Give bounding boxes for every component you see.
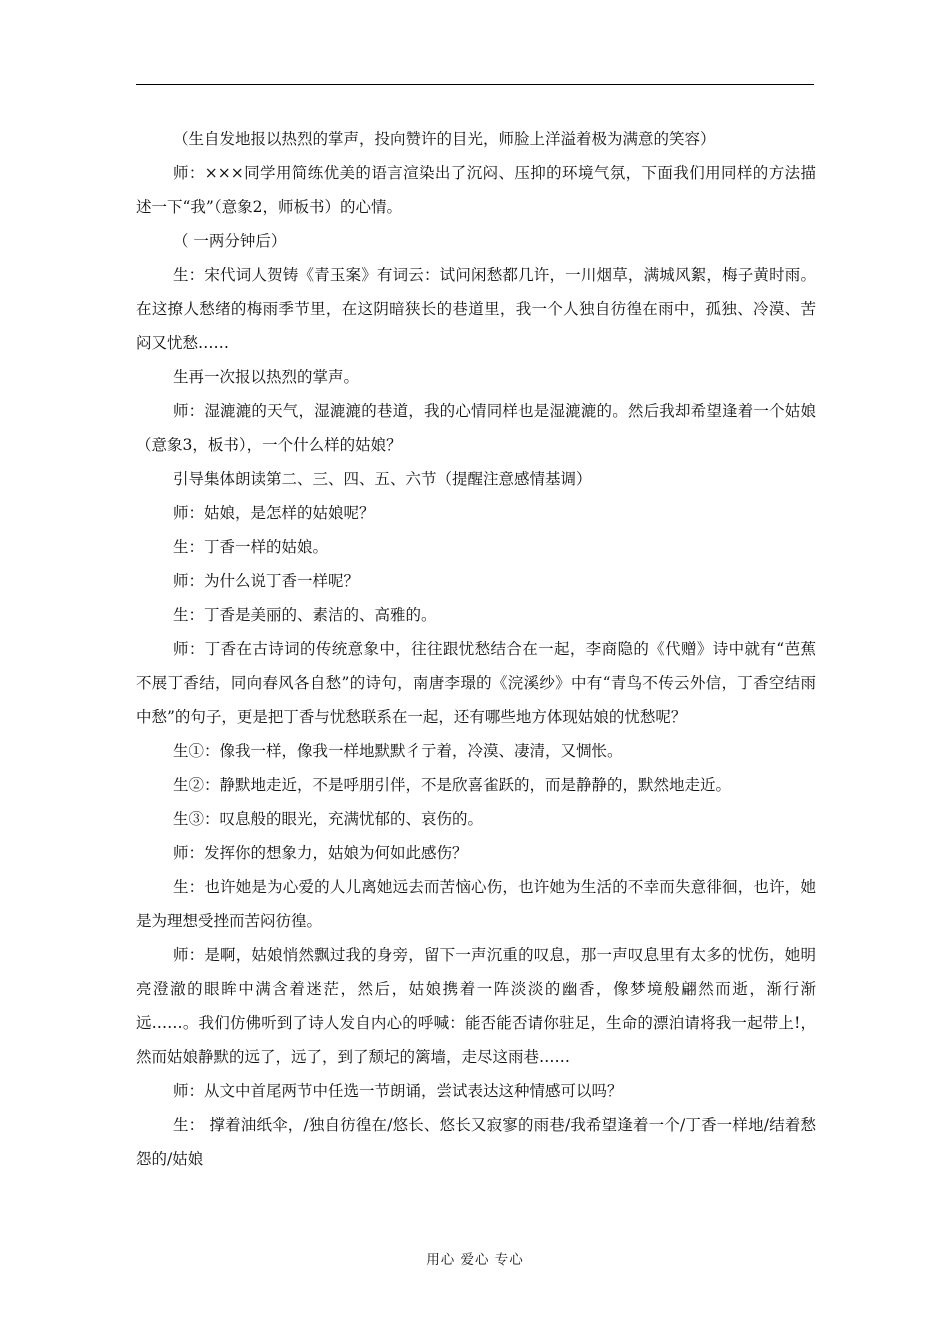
- paragraph: 师：发挥你的想象力，姑娘为何如此感伤？: [173, 844, 468, 862]
- paragraph: 师：从文中首尾两节中任选一节朗诵，尝试表达这种情感可以吗？: [173, 1082, 623, 1100]
- paragraph: 师：为什么说丁香一样呢？: [173, 572, 360, 590]
- paragraph: （ 一两分钟后）: [173, 232, 287, 250]
- paragraph: 生： 撑着油纸伞，/独自彷徨在/悠长、悠长又寂寥的雨巷/我希望逢着一个/丁香一样地/结着愁怨的/姑娘: [136, 1116, 816, 1168]
- paragraph: 生：也许她是为心爱的人儿离她远去而苦恼心伤，也许她为生活的不幸而失意徘徊，也许，她是为理想受挫而苦闷彷徨。: [136, 878, 816, 930]
- paragraph: 师：×××同学用简练优美的语言渲染出了沉闷、压抑的环境气氛，下面我们用同样的方法描述一下“我”（意象2，师板书）的心情。: [136, 164, 816, 216]
- paragraph: （生自发地报以热烈的掌声，投向赞许的目光，师脸上洋溢着极为满意的笑容）: [173, 130, 716, 148]
- paragraph: 师：湿漉漉的天气，湿漉漉的巷道，我的心情同样也是湿漉漉的。然后我却希望逢着一个姑娘（意象3，板书），一个什么样的姑娘？: [136, 402, 816, 454]
- paragraph: 生：丁香是美丽的、素洁的、高雅的。: [173, 606, 437, 624]
- paragraph: 生①：像我一样，像我一样地默默彳亍着，冷漠、凄清，又惆怅。: [173, 742, 623, 760]
- paragraph: 师：是啊，姑娘悄然飘过我的身旁，留下一声沉重的叹息，那一声叹息里有太多的忧伤，她明亮澄澈的眼眸中满含着迷茫，然后，姑娘携着一阵淡淡的幽香，像梦境般翩然而逝，渐行渐远……。我们仿佛听到了诗人发自内心的呼喊：能否能否请你驻足，生命的漂泊请将我一起带上!，然而姑娘静默的远了，远了，到了颓圮的篱墙，走尽这雨巷……: [136, 946, 816, 1066]
- paragraph: 生：丁香一样的姑娘。: [173, 538, 329, 556]
- paragraph: 生②：静默地走近，不是呼朋引伴，不是欣喜雀跃的，而是静静的，默然地走近。: [173, 776, 732, 794]
- paragraph: 生③：叹息般的眼光，充满忧郁的、哀伤的。: [173, 810, 484, 828]
- paragraph: 师：姑娘，是怎样的姑娘呢？: [173, 504, 375, 522]
- page-footer: 用心 爱心 专心: [426, 1252, 524, 1268]
- paragraph: 引导集体朗读第二、三、四、五、六节（提醒注意感情基调）: [173, 470, 592, 488]
- document-body: [136, 122, 816, 1176]
- paragraph: 师：丁香在古诗词的传统意象中，往往跟忧愁结合在一起，李商隐的《代赠》诗中就有“芭蕉不展丁香结，同向春风各自愁”的诗句，南唐李璟的《浣溪纱》中有“青鸟不传云外信，丁香空结雨中愁”的句子，更是把丁香与忧愁联系在一起，还有哪些地方体现姑娘的忧愁呢？: [136, 640, 816, 726]
- paragraph: 生：宋代词人贺铸《青玉案》有词云：试问闲愁都几许，一川烟草，满城风絮，梅子黄时雨。在这撩人愁绪的梅雨季节里，在这阴暗狭长的巷道里，我一个人独自彷徨在雨中，孤独、冷漠、苦闷又忧愁……: [136, 266, 816, 352]
- paragraph: 生再一次报以热烈的掌声。: [173, 368, 360, 386]
- header-rule: [136, 84, 814, 85]
